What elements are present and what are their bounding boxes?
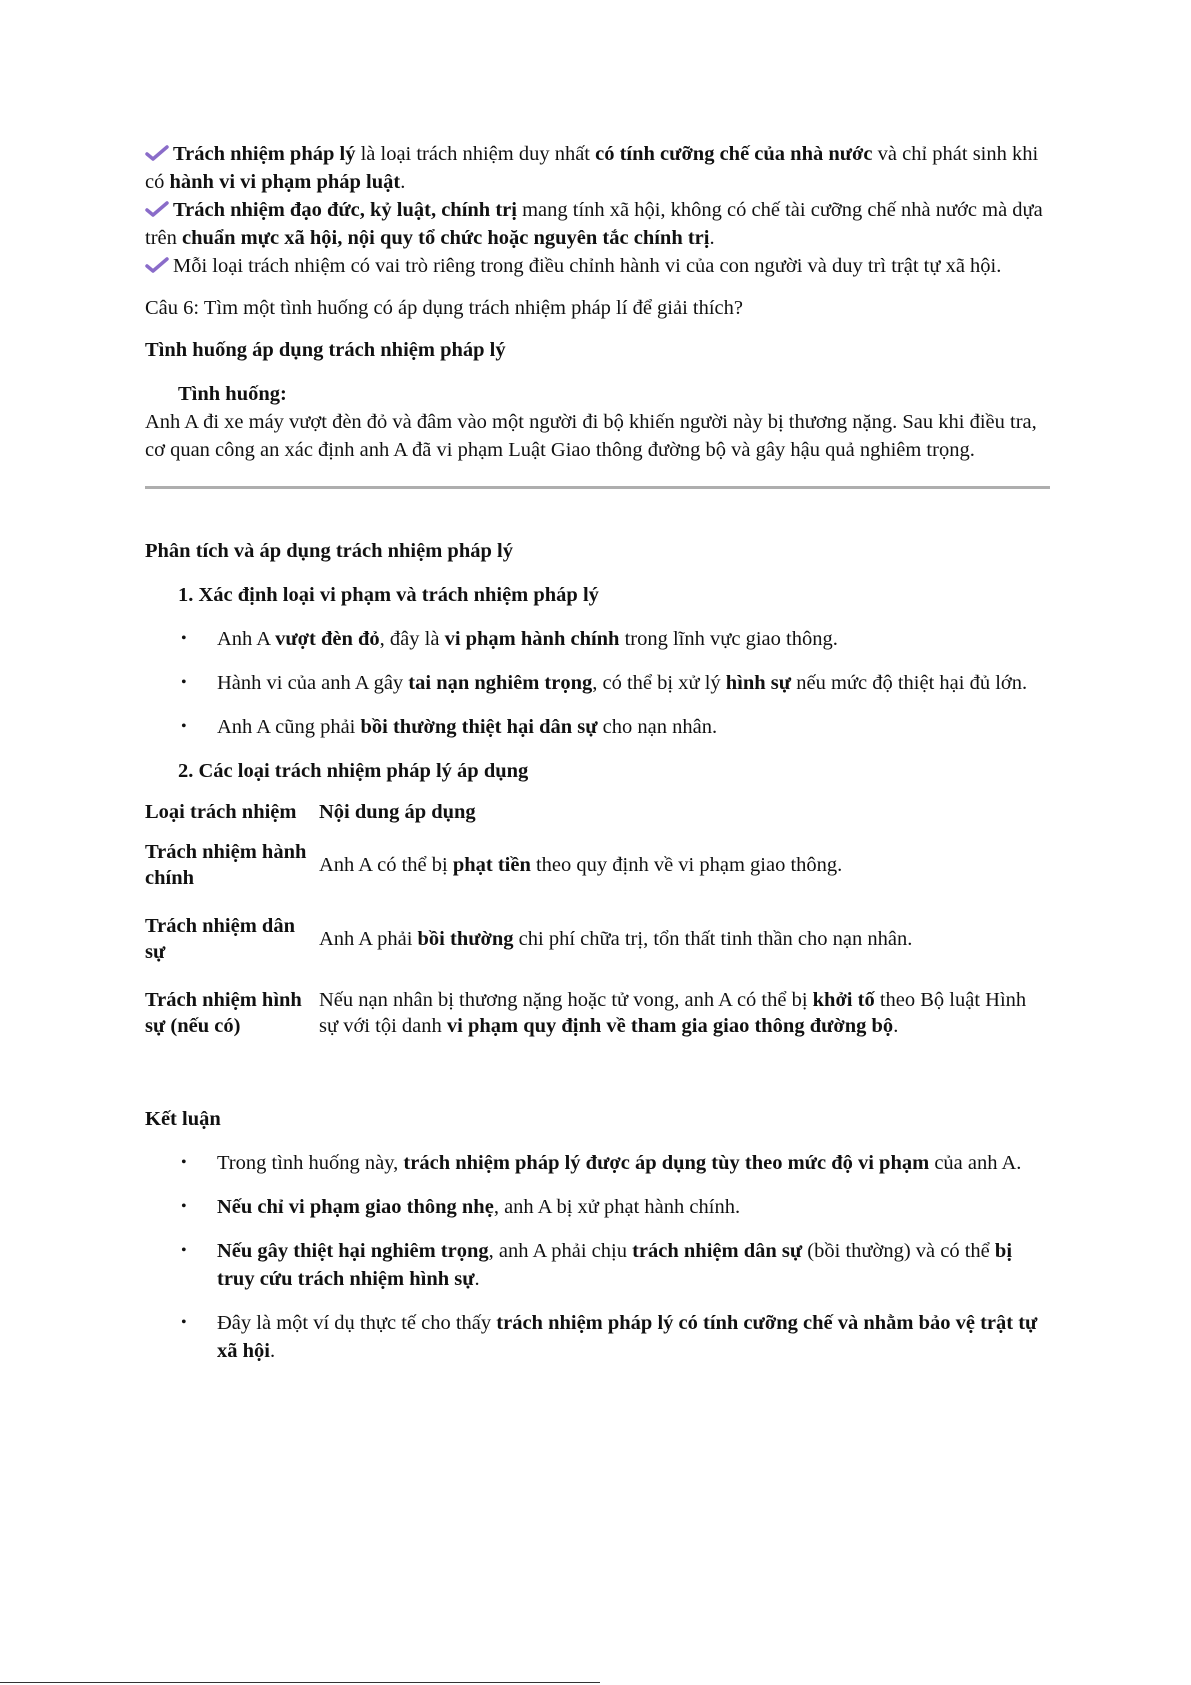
- list-item: • Trong tình huống này, trách nhiệm pháp lý được áp dụng tùy theo mức độ vi phạm của anh A.: [145, 1149, 1050, 1177]
- conclusion-heading: Kết luận: [145, 1108, 221, 1130]
- table-cell-type: Trách nhiệm hình sự (nếu có): [145, 989, 302, 1037]
- list-item: • Hành vi của anh A gây tai nạn nghiêm trọng, có thể bị xử lý hình sự nếu mức độ thiệt hại đủ lớn.: [145, 669, 1050, 697]
- table-cell-type: Trách nhiệm hành chính: [145, 841, 307, 889]
- page-bottom-edge: [0, 1682, 600, 1683]
- list-item: • Nếu chỉ vi phạm giao thông nhẹ, anh A bị xử phạt hành chính.: [145, 1193, 1050, 1221]
- table-cell-type: Trách nhiệm dân sự: [145, 915, 295, 963]
- table-row: [145, 987, 1050, 1039]
- situation-heading: Tình huống áp dụng trách nhiệm pháp lý: [145, 339, 506, 361]
- table-cell-content: Nếu nạn nhân bị thương nặng hoặc tử vong, anh A có thể bị khởi tố theo Bộ luật Hình sự với tội danh vi phạm quy định về tham gia giao thông đường bộ.: [319, 989, 1027, 1037]
- analysis-heading: Phân tích và áp dụng trách nhiệm pháp lý: [145, 540, 513, 562]
- table-header-content: Nội dung áp dụng: [319, 801, 476, 823]
- checkmark-icon: [145, 200, 169, 218]
- question-6: Câu 6: Tìm một tình huống có áp dụng trách nhiệm pháp lí để giải thích?: [145, 297, 743, 319]
- bullet-icon: •: [181, 1154, 187, 1171]
- bullet-icon: •: [181, 630, 187, 647]
- table-cell-content: Anh A phải bồi thường chi phí chữa trị, tổn thất tinh thần cho nạn nhân.: [319, 928, 913, 950]
- table-header-type: Loại trách nhiệm: [145, 801, 297, 823]
- bullet-icon: •: [181, 718, 187, 735]
- section-1-list: [145, 625, 1050, 741]
- list-item: • Đây là một ví dụ thực tế cho thấy trách nhiệm pháp lý có tính cưỡng chế và nhằm bảo vệ trật tự xã hội.: [145, 1309, 1050, 1365]
- situation-text: Anh A đi xe máy vượt đèn đỏ và đâm vào một người đi bộ khiến người này bị thương nặng. Sau khi điều tra, cơ quan công an xác định anh A đã vi phạm Luật Giao thông đường bộ và gây hậu quả nghiêm trọng.: [145, 411, 1037, 461]
- intro-point-1: Trách nhiệm pháp lý là loại trách nhiệm duy nhất có tính cưỡng chế của nhà nước và chỉ phát sinh khi có hành vi vi phạm pháp luật.: [145, 143, 1039, 193]
- intro-point-3: Mỗi loại trách nhiệm có vai trò riêng trong điều chỉnh hành vi của con người và duy trì trật tự xã hội.: [145, 252, 1050, 280]
- intro-point-2: Trách nhiệm đạo đức, kỷ luật, chính trị mang tính xã hội, không có chế tài cưỡng chế nhà nước mà dựa trên chuẩn mực xã hội, nội quy tổ chức hoặc nguyên tắc chính trị.: [145, 199, 1043, 249]
- section-2-title: 2. Các loại trách nhiệm pháp lý áp dụng: [178, 760, 529, 782]
- bullet-icon: •: [181, 1314, 187, 1331]
- table-cell-content: Anh A có thể bị phạt tiền theo quy định về vi phạm giao thông.: [319, 854, 843, 876]
- list-item: • Nếu gây thiệt hại nghiêm trọng, anh A phải chịu trách nhiệm dân sự (bồi thường) và có thể bị truy cứu trách nhiệm hình sự.: [145, 1237, 1050, 1293]
- responsibility-table: [145, 799, 1050, 1039]
- bullet-icon: •: [181, 1198, 187, 1215]
- table-row: [145, 839, 1050, 913]
- document-page: [145, 140, 1050, 1365]
- bullet-icon: •: [181, 1242, 187, 1259]
- checkmark-icon: [145, 256, 169, 274]
- checkmark-icon: [145, 144, 169, 162]
- horizontal-divider: [145, 486, 1050, 489]
- table-header-row: [145, 799, 1050, 839]
- list-item: • Anh A cũng phải bồi thường thiệt hại dân sự cho nạn nhân.: [145, 713, 1050, 741]
- list-item: • Anh A vượt đèn đỏ, đây là vi phạm hành chính trong lĩnh vực giao thông.: [145, 625, 1050, 653]
- conclusion-list: [145, 1149, 1050, 1365]
- section-1-title: 1. Xác định loại vi phạm và trách nhiệm pháp lý: [178, 584, 599, 606]
- bullet-icon: •: [181, 674, 187, 691]
- situation-label: Tình huống:: [178, 383, 287, 405]
- table-row: [145, 913, 1050, 987]
